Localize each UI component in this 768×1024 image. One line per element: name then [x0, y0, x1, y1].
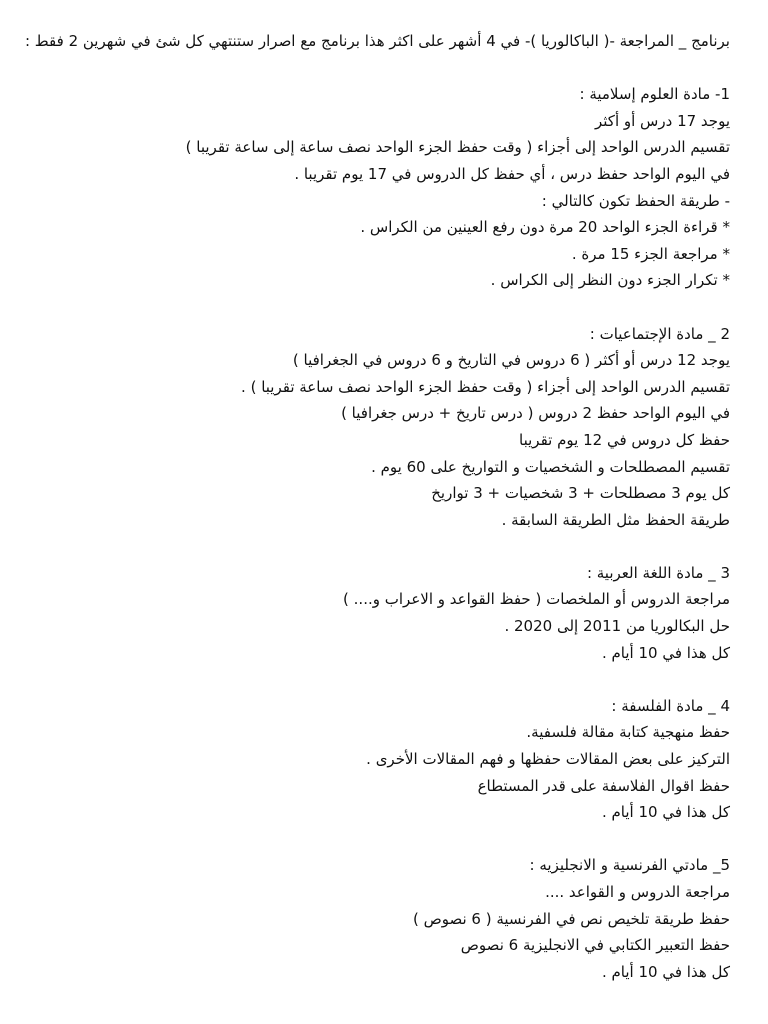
spacer [28, 55, 730, 82]
section-line: كل هذا في 10 أيام . [601, 962, 730, 981]
section-line: مراجعة الدروس و القواعد .... [545, 883, 730, 901]
section-philosophy [28, 693, 730, 826]
spacer [28, 533, 730, 560]
section-line: حفظ منهجية كتابة مقالة فلسفية. [526, 723, 730, 742]
section-line: تقسيم المصطلحات و الشخصيات و التواريخ على 60 يوم . [371, 457, 730, 476]
section-line: حفظ طريقة تلخيص نص في الفرنسية ( 6 نصوص ) [412, 909, 730, 928]
section-line: طريقة الحفظ مثل الطريقة السابقة . [501, 510, 730, 529]
section-islamic-sciences [28, 81, 730, 294]
section-line: مراجعة الدروس أو الملخصات ( حفظ القواعد و الاعراب و.... ) [343, 590, 730, 609]
spacer [28, 294, 730, 321]
section-line: كل يوم 3 مصطلحات + 3 شخصيات + 3 تواريخ [431, 484, 730, 503]
section-heading: 2 _ مادة الإجتماعيات : [589, 324, 730, 343]
section-line: في اليوم الواحد حفظ 2 دروس ( درس تاريخ + درس جغرافيا ) [341, 404, 730, 423]
intro-line: برنامج _ المراجعة -( الباكالوريا )- في 4 أشهر على اكثر هذا برنامج مع اصرار ستنتهي كل شئ في شهرين 2 فقط : [24, 32, 730, 50]
section-line: كل هذا في 10 أيام . [601, 803, 730, 822]
spacer [28, 826, 730, 853]
section-line: حفظ اقوال الفلاسفة على قدر المستطاع [477, 776, 730, 795]
section-line: حل البكالوريا من 2011 إلى 2020 . [504, 617, 730, 636]
section-line: * تكرار الجزء دون النظر إلى الكراس . [490, 271, 730, 290]
section-heading: 5_ مادتي الفرنسية و الانجليزيه : [529, 856, 730, 875]
section-line: يوجد 12 درس أو أكثر ( 6 دروس في التاريخ و 6 دروس في الجغرافيا ) [292, 351, 730, 370]
section-line: يوجد 17 درس أو أكثر [595, 111, 730, 130]
spacer [28, 666, 730, 693]
section-social-studies [28, 321, 730, 534]
section-line: تقسيم الدرس الواحد إلى أجزاء ( وقت حفظ الجزء الواحد نصف ساعة تقريبا ) . [241, 377, 730, 396]
section-arabic-language [28, 560, 730, 666]
section-line: - طريقة الحفظ تكون كالتالي : [541, 191, 730, 210]
section-heading: 4 _ مادة الفلسفة : [611, 696, 730, 715]
section-line: تقسيم الدرس الواحد إلى أجزاء ( وقت حفظ الجزء الواحد نصف ساعة إلى ساعة تقريبا ) [185, 138, 730, 157]
section-line: * مراجعة الجزء 15 مرة . [571, 244, 730, 263]
section-line: التركيز على بعض المقالات حفظها و فهم المقالات الأخرى . [366, 750, 730, 769]
section-line: في اليوم الواحد حفظ درس ، أي حفظ كل الدروس في 17 يوم تقريبا . [294, 164, 730, 183]
section-line: حفظ كل دروس في 12 يوم تقريبا [519, 430, 730, 449]
section-heading: 3 _ مادة اللغة العربية : [586, 563, 730, 582]
section-line: * قراءة الجزء الواحد 20 مرة دون رفع العينين من الكراس . [360, 218, 730, 237]
section-line: حفظ التعبير الكتابي في الانجليزية 6 نصوص [460, 936, 730, 955]
section-line: كل هذا في 10 أيام . [601, 643, 730, 662]
section-heading: 1- مادة العلوم إسلامية : [579, 85, 730, 104]
section-french-english [28, 852, 730, 985]
